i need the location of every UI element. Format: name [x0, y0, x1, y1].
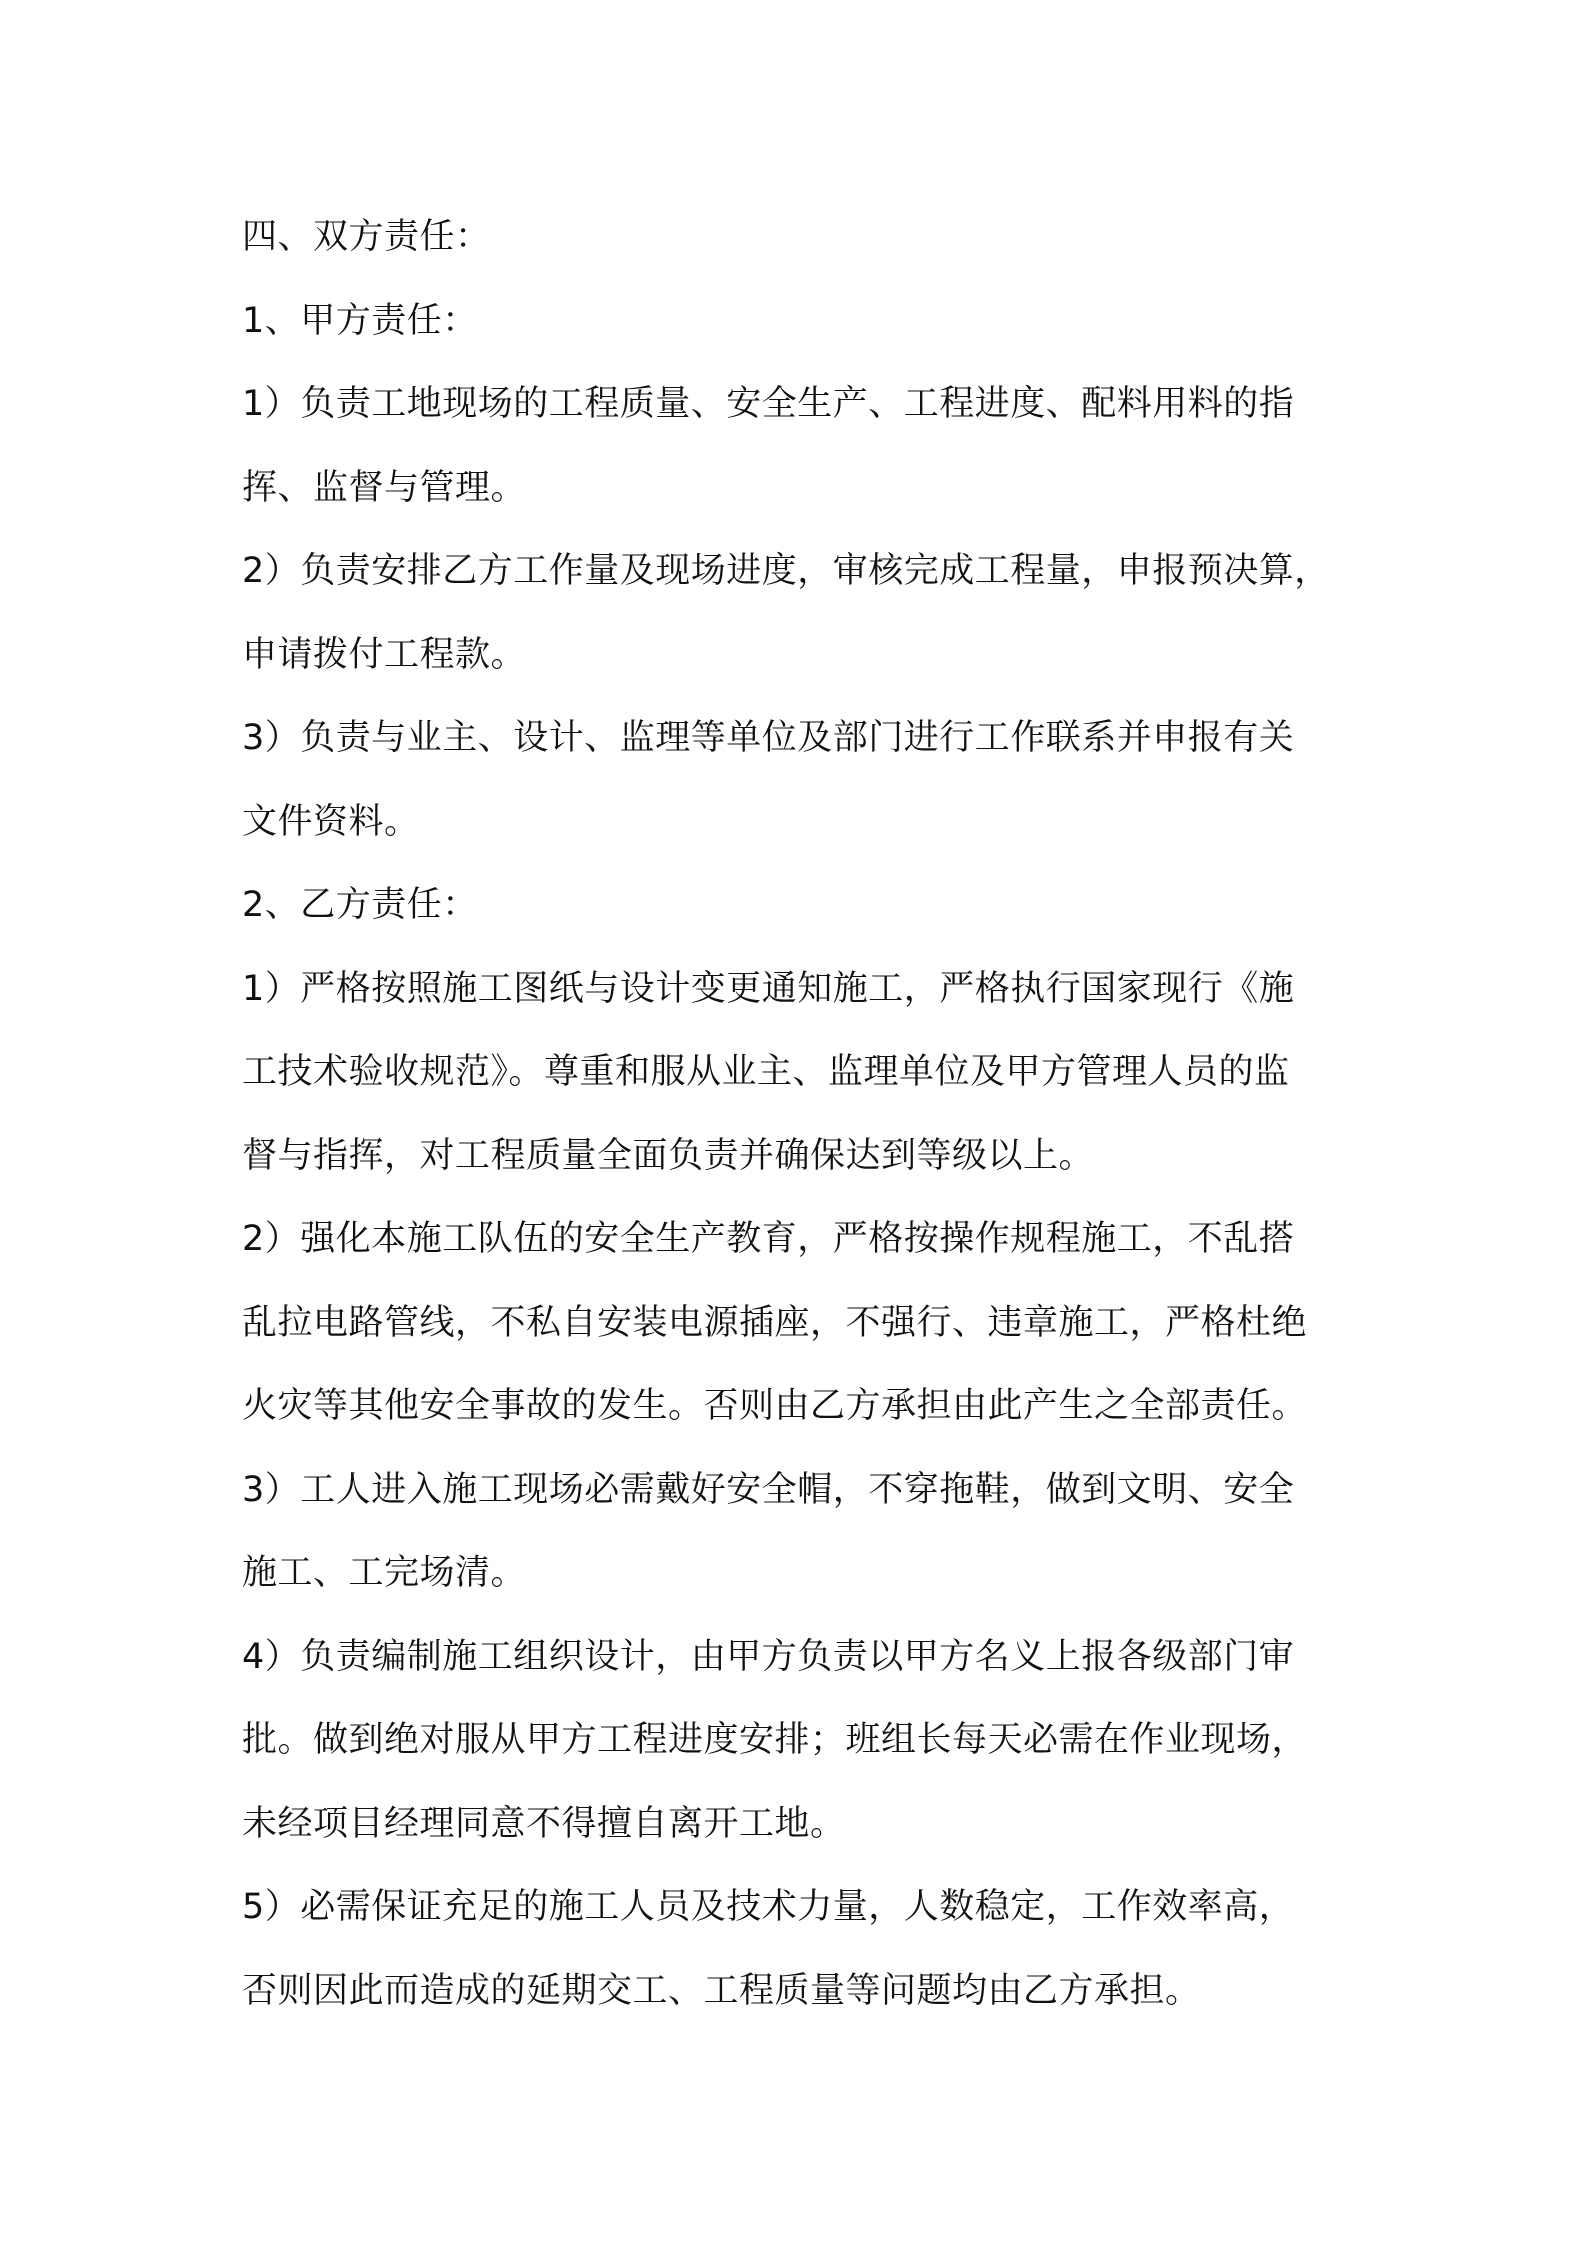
- text-line: 否则因此而造成的延期交工、工程质量等问题均由乙方承担。: [242, 1970, 1201, 2011]
- text-line: 未经项目经理同意不得擅自离开工地。: [242, 1803, 846, 1844]
- section-heading: 四、双方责任：: [242, 217, 491, 257]
- text-line: 挥、监督与管理。: [242, 467, 527, 508]
- text-line: 2）强化本施工队伍的安全生产教育，严格按操作规程施工，不乱搭: [242, 1219, 1295, 1259]
- text-line: 3）负责与业主、设计、监理等单位及部门进行工作联系并申报有关: [242, 718, 1295, 758]
- document-body: [242, 196, 1362, 2033]
- text-line: 5）必需保证充足的施工人员及技术力量，人数稳定，工作效率高，: [242, 1887, 1295, 1927]
- text-line: 督与指挥，对工程质量全面负责并确保达到等级以上。: [242, 1135, 1095, 1176]
- text-line: 申请拨付工程款。: [242, 634, 527, 675]
- text-line: 施工、工完场清。: [242, 1553, 527, 1593]
- text-line: 工技术验收规范》。尊重和服从业主、监理单位及甲方管理人员的监: [242, 1052, 1290, 1092]
- text-line: 1）严格按照施工图纸与设计变更通知施工，严格执行国家现行《施: [242, 968, 1295, 1009]
- text-line: 2）负责安排乙方工作量及现场进度，审核完成工程量，申报预决算，: [242, 551, 1330, 591]
- text-line: 4）负责编制施工组织设计，由甲方负责以甲方名义上报各级部门审: [242, 1636, 1295, 1677]
- text-line: 火灾等其他安全事故的发生。否则由乙方承担由此产生之全部责任。: [242, 1386, 1308, 1426]
- text-line: 批。做到绝对服从甲方工程进度安排；班组长每天必需在作业现场，: [242, 1720, 1308, 1760]
- subsection-heading-party-a: 1、甲方责任：: [242, 300, 478, 341]
- text-line: 3）工人进入施工现场必需戴好安全帽，不穿拖鞋，做到文明、安全: [242, 1469, 1295, 1510]
- subsection-heading-party-b: 2、乙方责任：: [242, 885, 478, 925]
- text-line: 1）负责工地现场的工程质量、安全生产、工程进度、配料用料的指: [242, 384, 1295, 424]
- text-line: 文件资料。: [242, 801, 420, 842]
- text-line: 乱拉电路管线，不私自安装电源插座，不强行、违章施工，严格杜绝: [242, 1302, 1308, 1343]
